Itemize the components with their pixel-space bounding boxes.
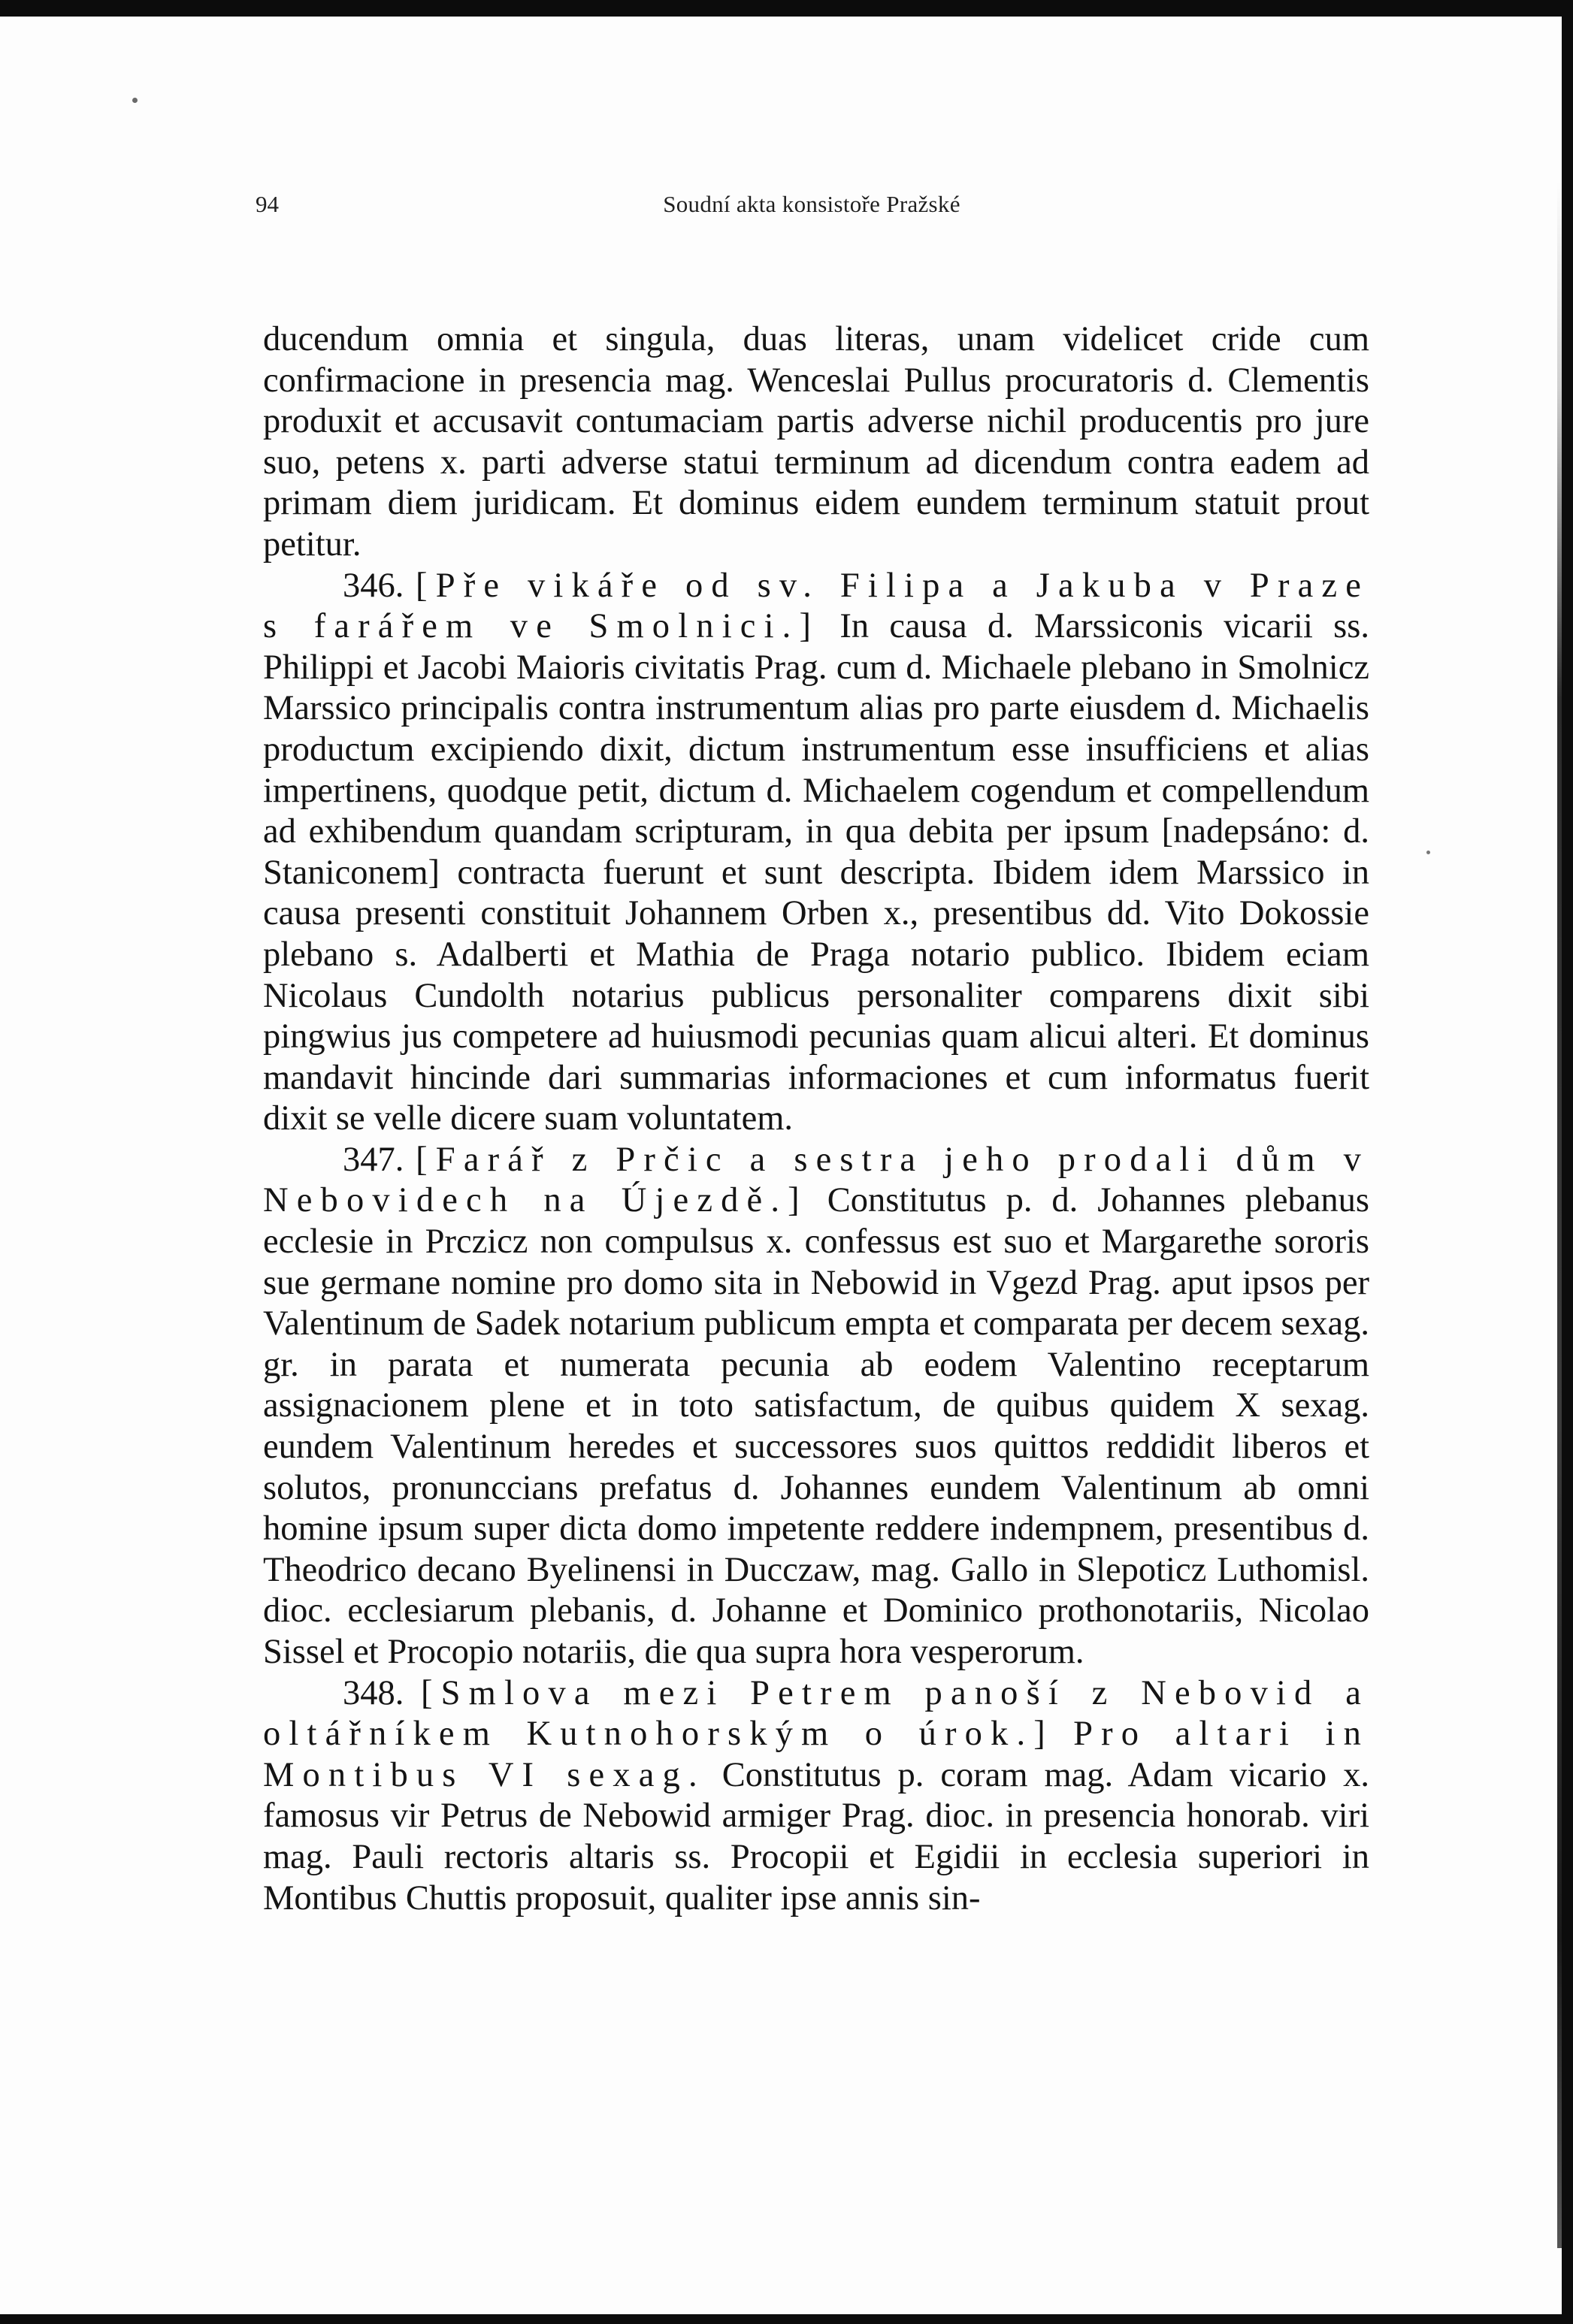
page-edge-shadow xyxy=(1557,182,1562,2248)
entry-heading: [Farář z Prčic a sestra jeho prodali dům v Nebovidech na Újezdě.] xyxy=(263,1140,1370,1220)
entry-heading: [Smlova mezi Petrem panoší z Nebovid a oltářníkem Kutnohorským o úrok.] xyxy=(263,1673,1370,1754)
body-text xyxy=(263,319,1369,1919)
entry-number: 347. xyxy=(343,1140,404,1179)
entry-text: Constitutus p. coram mag. Adam vicario x. famosus vir Petrus de Nebowid armiger Prag. dioc. in presencia honorab. viri mag. Pauli rectoris altaris ss. Procopii et Egidii in ecclesia superiori in Montibus Chuttis proposuit, qualiter ipse annis sin- xyxy=(263,1755,1369,1918)
scan-speck xyxy=(1426,851,1430,854)
entry-number: 346. xyxy=(343,566,404,605)
entry-347 xyxy=(263,1140,1369,1673)
entry-text: Constitutus p. d. Johannes plebanus ecclesie in Prczicz non compulsus x. confessus est suo et Margarethe sororis sue germane nomine pro domo sita in Nebowid in Vgezd Prag. aput ipsos per Valentinum de Sadek notarium publicum empta et comparata per decem sexag. gr. in parata et numerata pecunia ab eodem Valentino receptarum assignacionem plene et in toto satisfactum, de quibus quidem X sexag. eundem Valentinum heredes et successores suos quittos reddidit liberos et solutos, pronunccians prefatus d. Johannes eundem Valentinum ab omni homine ipsum super dicta domo impetente reddere indempnem, presentibus d. Theodrico decano Byelinensi in Ducczaw, mag. Gallo in Slepoticz Luthomisl. dioc. ecclesiarum plebanis, d. Johanne et Dominico prothonotariis, Nicolao Sissel et Procopio notariis, die qua supra hora vesperorum. xyxy=(263,1181,1369,1671)
page-number: 94 xyxy=(256,191,279,217)
entry-text: In causa d. Marssiconis vicarii ss. Philippi et Jacobi Maioris civitatis Prag. cum d. Michaele plebano in Smolnicz Marssico principalis contra instrumentum alias pro parte eiusdem d. Michaelis productum excipiendo dixit, dictum instrumentum esse insufficiens et alias impertinens, quodque petit, dictum d. Michaelem cogendum et compellendum ad exhibendum quandam scripturam, in qua debita per ipsum [nadepsáno: d. Staniconem] contracta fuerunt et sunt descripta. Ibidem idem Marssico in causa presenti constituit Johannem Orben x., presentibus dd. Vito Dokossie plebano s. Adalberti et Mathia de Praga notario publico. Ibidem eciam Nicolaus Cundolth notarius publicus personaliter comparens dixit sibi pingwius jus competere ad huiusmodi pecunias quam alicui alteri. Et dominus mandavit hincinde dari summarias informaciones et cum informatus fuerit dixit se velle dicere suam voluntatem. xyxy=(263,607,1370,1138)
entry-346 xyxy=(263,566,1369,1140)
paragraph-text: ducendum omnia et singula, duas literas, unam videlicet cride cum confirmacione in presencia mag. Wenceslai Pullus procuratoris d. Clementis produxit et accusavit contumaciam partis adverse nichil producentis pro jure suo, petens x. parti adverse statui terminum ad dicendum contra eadem ad primam diem juridicam. Et dominus eidem eundem terminum statuit prout petitur. xyxy=(263,320,1369,564)
paragraph-continuation xyxy=(263,319,1369,566)
entry-348 xyxy=(263,1673,1369,1920)
entry-number: 348. xyxy=(343,1673,404,1712)
scan-speck xyxy=(132,98,138,103)
entry-heading: [Pře vikáře od sv. Filipa a Jakuba v Praze s farářem ve Smolnici.] xyxy=(263,566,1369,646)
running-head xyxy=(256,191,1368,236)
scanned-page xyxy=(0,17,1562,2314)
entry-subheading: Pro altari in Montibus VI sexag. xyxy=(263,1715,1369,1794)
running-title: Soudní akta konsistoře Pražské xyxy=(663,191,960,217)
